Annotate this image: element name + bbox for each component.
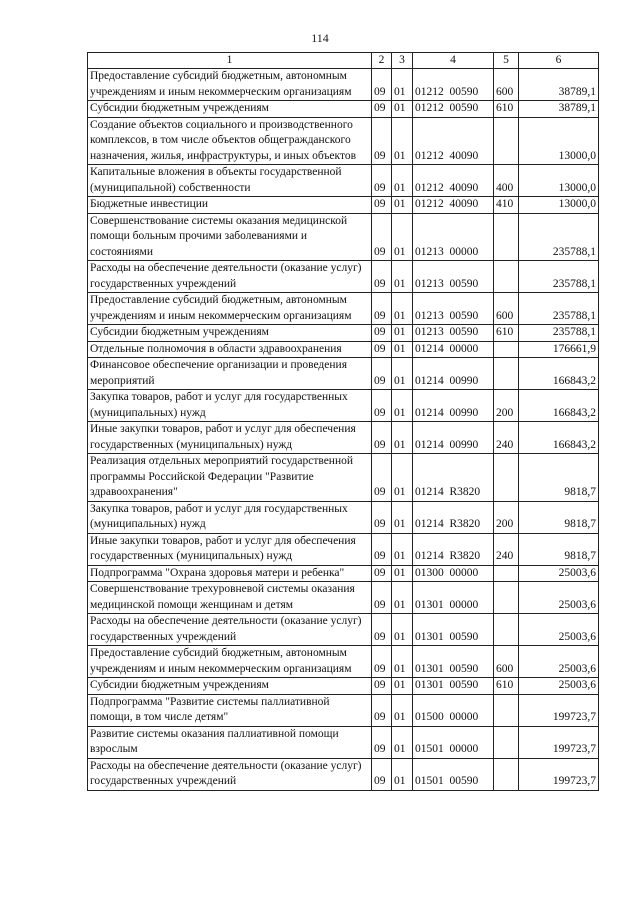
target-article-code: 01212 00590: [413, 101, 494, 118]
table-row: [88, 582, 599, 614]
expense-type-code: 200: [494, 501, 519, 533]
target-article-code: 01214 00990: [413, 390, 494, 422]
column-header-2: 2: [372, 53, 392, 69]
target-article-code: 01212 40090: [413, 165, 494, 197]
expense-type-code: [494, 213, 519, 261]
table-row: [88, 454, 599, 502]
expense-name: Расходы на обеспечение деятельности (оказание услуг) государственных учреждений: [88, 261, 372, 293]
target-article-code: 01301 00590: [413, 614, 494, 646]
expense-type-code: [494, 758, 519, 790]
amount: 25003,6: [519, 565, 599, 582]
expense-name: Отдельные полномочия в области здравоохранения: [88, 341, 372, 358]
expense-type-code: [494, 726, 519, 758]
expense-type-code: [494, 117, 519, 165]
expense-name: Предоставление субсидий бюджетным, автономным учреждениям и иным некоммерческим организациям: [88, 293, 372, 325]
section-code: 09: [372, 422, 392, 454]
subsection-code: 01: [392, 261, 413, 293]
expense-name: Закупка товаров, работ и услуг для государственных (муниципальных) нужд: [88, 501, 372, 533]
target-article-code: 01301 00590: [413, 678, 494, 695]
expense-type-code: 410: [494, 197, 519, 214]
target-article-code: 01501 00590: [413, 758, 494, 790]
subsection-code: 01: [392, 390, 413, 422]
table-row: [88, 117, 599, 165]
subsection-code: 01: [392, 694, 413, 726]
section-code: 09: [372, 69, 392, 101]
section-code: 09: [372, 261, 392, 293]
subsection-code: 01: [392, 101, 413, 118]
subsection-code: 01: [392, 726, 413, 758]
amount: 166843,2: [519, 422, 599, 454]
target-article-code: 01213 00590: [413, 261, 494, 293]
expense-type-code: [494, 261, 519, 293]
table-row: [88, 694, 599, 726]
target-article-code: 01213 00590: [413, 325, 494, 342]
section-code: 09: [372, 758, 392, 790]
expense-name: Подпрограмма "Развитие системы паллиативной помощи, в том числе детям": [88, 694, 372, 726]
section-code: 09: [372, 646, 392, 678]
expense-name: Расходы на обеспечение деятельности (оказание услуг) государственных учреждений: [88, 758, 372, 790]
amount: 9818,7: [519, 533, 599, 565]
expense-type-code: 400: [494, 165, 519, 197]
expense-name: Реализация отдельных мероприятий государственной программы Российской Федерации "Развитие здравоохранения": [88, 454, 372, 502]
section-code: 09: [372, 101, 392, 118]
table-row: [88, 261, 599, 293]
expense-type-code: [494, 454, 519, 502]
subsection-code: 01: [392, 501, 413, 533]
expense-name: Расходы на обеспечение деятельности (оказание услуг) государственных учреждений: [88, 614, 372, 646]
amount: 199723,7: [519, 758, 599, 790]
section-code: 09: [372, 293, 392, 325]
table-row: [88, 501, 599, 533]
subsection-code: 01: [392, 117, 413, 165]
table-row: [88, 614, 599, 646]
expense-type-code: [494, 565, 519, 582]
amount: 13000,0: [519, 197, 599, 214]
table-row: [88, 197, 599, 214]
amount: 25003,6: [519, 614, 599, 646]
subsection-code: 01: [392, 165, 413, 197]
amount: 235788,1: [519, 213, 599, 261]
target-article-code: 01214 00990: [413, 358, 494, 390]
section-code: 09: [372, 726, 392, 758]
subsection-code: 01: [392, 358, 413, 390]
expense-name: Капитальные вложения в объекты государственной (муниципальной) собственности: [88, 165, 372, 197]
expense-name: Предоставление субсидий бюджетным, автономным учреждениям и иным некоммерческим организациям: [88, 646, 372, 678]
expense-name: Предоставление субсидий бюджетным, автономным учреждениям и иным некоммерческим организациям: [88, 69, 372, 101]
amount: 199723,7: [519, 726, 599, 758]
amount: 235788,1: [519, 261, 599, 293]
amount: 199723,7: [519, 694, 599, 726]
page-number: 114: [311, 31, 329, 45]
subsection-code: 01: [392, 565, 413, 582]
expense-name: Совершенствование трехуровневой системы оказания медицинской помощи женщинам и детям: [88, 582, 372, 614]
expense-name: Субсидии бюджетным учреждениям: [88, 325, 372, 342]
expense-name: Бюджетные инвестиции: [88, 197, 372, 214]
expense-name: Иные закупки товаров, работ и услуг для обеспечения государственных (муниципальных) нужд: [88, 422, 372, 454]
expense-name: Создание объектов социального и производственного комплексов, в том числе объектов общегражданского назначения, жилья, инфраструктуры, и иных объектов: [88, 117, 372, 165]
section-code: 09: [372, 694, 392, 726]
expense-type-code: [494, 341, 519, 358]
amount: 25003,6: [519, 646, 599, 678]
expense-name: Подпрограмма "Охрана здоровья матери и ребенка": [88, 565, 372, 582]
table-row: [88, 390, 599, 422]
amount: 25003,6: [519, 582, 599, 614]
column-header-5: 5: [494, 53, 519, 69]
table-row: [88, 325, 599, 342]
subsection-code: 01: [392, 758, 413, 790]
table-row: [88, 213, 599, 261]
section-code: 09: [372, 678, 392, 695]
amount: 38789,1: [519, 101, 599, 118]
table-row: [88, 565, 599, 582]
expense-type-code: [494, 694, 519, 726]
section-code: 09: [372, 197, 392, 214]
amount: 13000,0: [519, 165, 599, 197]
table-row: [88, 422, 599, 454]
section-code: 09: [372, 390, 392, 422]
amount: 9818,7: [519, 454, 599, 502]
amount: 176661,9: [519, 341, 599, 358]
expense-type-code: 600: [494, 293, 519, 325]
expense-type-code: 240: [494, 422, 519, 454]
target-article-code: 01300 00000: [413, 565, 494, 582]
table-row: [88, 758, 599, 790]
subsection-code: 01: [392, 341, 413, 358]
expense-type-code: 240: [494, 533, 519, 565]
section-code: 09: [372, 565, 392, 582]
target-article-code: 01213 00590: [413, 293, 494, 325]
subsection-code: 01: [392, 325, 413, 342]
expense-name: Субсидии бюджетным учреждениям: [88, 101, 372, 118]
target-article-code: 01212 00590: [413, 69, 494, 101]
expense-type-code: 610: [494, 101, 519, 118]
amount: 235788,1: [519, 293, 599, 325]
column-header-6: 6: [519, 53, 599, 69]
table-row: [88, 646, 599, 678]
expense-type-code: [494, 614, 519, 646]
section-code: 09: [372, 325, 392, 342]
subsection-code: 01: [392, 213, 413, 261]
table-row: [88, 678, 599, 695]
target-article-code: 01212 40090: [413, 197, 494, 214]
section-code: 09: [372, 358, 392, 390]
section-code: 09: [372, 165, 392, 197]
section-code: 09: [372, 533, 392, 565]
subsection-code: 01: [392, 293, 413, 325]
target-article-code: 01213 00000: [413, 213, 494, 261]
target-article-code: 01214 R3820: [413, 533, 494, 565]
table-row: [88, 165, 599, 197]
subsection-code: 01: [392, 582, 413, 614]
column-header-1: 1: [88, 53, 372, 69]
column-header-4: 4: [413, 53, 494, 69]
expense-name: Финансовое обеспечение организации и проведения мероприятий: [88, 358, 372, 390]
amount: 9818,7: [519, 501, 599, 533]
amount: 13000,0: [519, 117, 599, 165]
subsection-code: 01: [392, 678, 413, 695]
target-article-code: 01500 00000: [413, 694, 494, 726]
amount: 25003,6: [519, 678, 599, 695]
subsection-code: 01: [392, 69, 413, 101]
target-article-code: 01214 00000: [413, 341, 494, 358]
table-row: [88, 726, 599, 758]
expense-name: Закупка товаров, работ и услуг для государственных (муниципальных) нужд: [88, 390, 372, 422]
expense-type-code: 610: [494, 678, 519, 695]
amount: 166843,2: [519, 390, 599, 422]
subsection-code: 01: [392, 646, 413, 678]
expense-type-code: 600: [494, 69, 519, 101]
section-code: 09: [372, 341, 392, 358]
section-code: 09: [372, 501, 392, 533]
expense-name: Иные закупки товаров, работ и услуг для обеспечения государственных (муниципальных) нужд: [88, 533, 372, 565]
table-row: [88, 293, 599, 325]
section-code: 09: [372, 117, 392, 165]
section-code: 09: [372, 582, 392, 614]
target-article-code: 01214 R3820: [413, 501, 494, 533]
table-row: [88, 341, 599, 358]
expense-type-code: 600: [494, 646, 519, 678]
subsection-code: 01: [392, 533, 413, 565]
section-code: 09: [372, 614, 392, 646]
subsection-code: 01: [392, 454, 413, 502]
expense-type-code: 200: [494, 390, 519, 422]
column-header-3: 3: [392, 53, 413, 69]
target-article-code: 01214 R3820: [413, 454, 494, 502]
target-article-code: 01301 00000: [413, 582, 494, 614]
table-row: [88, 101, 599, 118]
subsection-code: 01: [392, 422, 413, 454]
amount: 38789,1: [519, 69, 599, 101]
expense-type-code: 610: [494, 325, 519, 342]
expense-name: Субсидии бюджетным учреждениям: [88, 678, 372, 695]
amount: 166843,2: [519, 358, 599, 390]
target-article-code: 01214 00990: [413, 422, 494, 454]
section-code: 09: [372, 454, 392, 502]
target-article-code: 01301 00590: [413, 646, 494, 678]
expense-type-code: [494, 582, 519, 614]
table-row: [88, 533, 599, 565]
expense-name: Совершенствование системы оказания медицинской помощи больным прочими заболеваниями и состояниями: [88, 213, 372, 261]
expense-type-code: [494, 358, 519, 390]
expense-name: Развитие системы оказания паллиативной помощи взрослым: [88, 726, 372, 758]
amount: 235788,1: [519, 325, 599, 342]
subsection-code: 01: [392, 197, 413, 214]
section-code: 09: [372, 213, 392, 261]
subsection-code: 01: [392, 614, 413, 646]
target-article-code: 01501 00000: [413, 726, 494, 758]
table-row: [88, 69, 599, 101]
target-article-code: 01212 40090: [413, 117, 494, 165]
table-row: [88, 358, 599, 390]
header-row: [88, 53, 599, 69]
budget-table: [87, 52, 599, 791]
